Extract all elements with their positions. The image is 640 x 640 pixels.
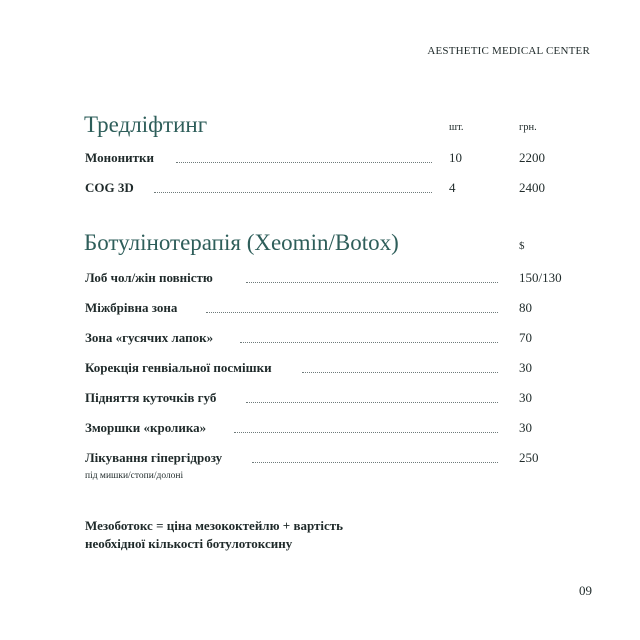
row-label: Зморшки «кролика» (85, 420, 207, 435)
row-price: 2200 (519, 150, 545, 165)
row-label: COG 3D (85, 180, 134, 195)
unit-currency-label: $ (519, 240, 525, 252)
note-line: Мезоботокс = ціна мезококтейлю + вартість (85, 518, 344, 533)
row-label: Лоб чол/жін повністю (85, 270, 213, 285)
dot-leader (176, 162, 432, 163)
row-qty: 10 (449, 150, 462, 165)
row-label: Мононитки (85, 150, 154, 165)
row-price: 30 (519, 420, 532, 435)
row-qty: 4 (449, 180, 456, 195)
section-title-botulinum: Ботулінотерапія (Xeomin/Botox) (84, 230, 399, 255)
dot-leader (206, 312, 498, 313)
row-label: Підняття куточків губ (85, 390, 217, 405)
mesobotox-note (85, 517, 343, 553)
page-number: 09 (579, 583, 592, 598)
note-line: необхідної кількості ботулотоксину (85, 536, 293, 551)
brand-name: AESTHETIC MEDICAL CENTER (427, 45, 590, 57)
unit-price-label: грн. (519, 122, 537, 133)
row-price: 30 (519, 360, 532, 375)
dot-leader (246, 282, 498, 283)
dot-leader (240, 342, 498, 343)
row-label: Лікування гіпергідрозу (85, 450, 223, 465)
row-label: Зона «гусячих лапок» (85, 330, 214, 345)
row-price: 80 (519, 300, 532, 315)
dot-leader (246, 402, 498, 403)
section-title-threadlifting: Тредліфтинг (84, 112, 208, 137)
row-price: 70 (519, 330, 532, 345)
row-label: Корекція генвіальної посмішки (85, 360, 272, 375)
dot-leader (234, 432, 498, 433)
unit-qty-label: шт. (449, 122, 464, 133)
row-label: Міжбрівна зона (85, 300, 178, 315)
row-sublabel: під мишки/стопи/долоні (85, 471, 184, 481)
row-price: 2400 (519, 180, 545, 195)
row-price: 250 (519, 450, 539, 465)
dot-leader (302, 372, 498, 373)
dot-leader (154, 192, 432, 193)
row-price: 150/130 (519, 270, 562, 285)
row-price: 30 (519, 390, 532, 405)
dot-leader (252, 462, 498, 463)
